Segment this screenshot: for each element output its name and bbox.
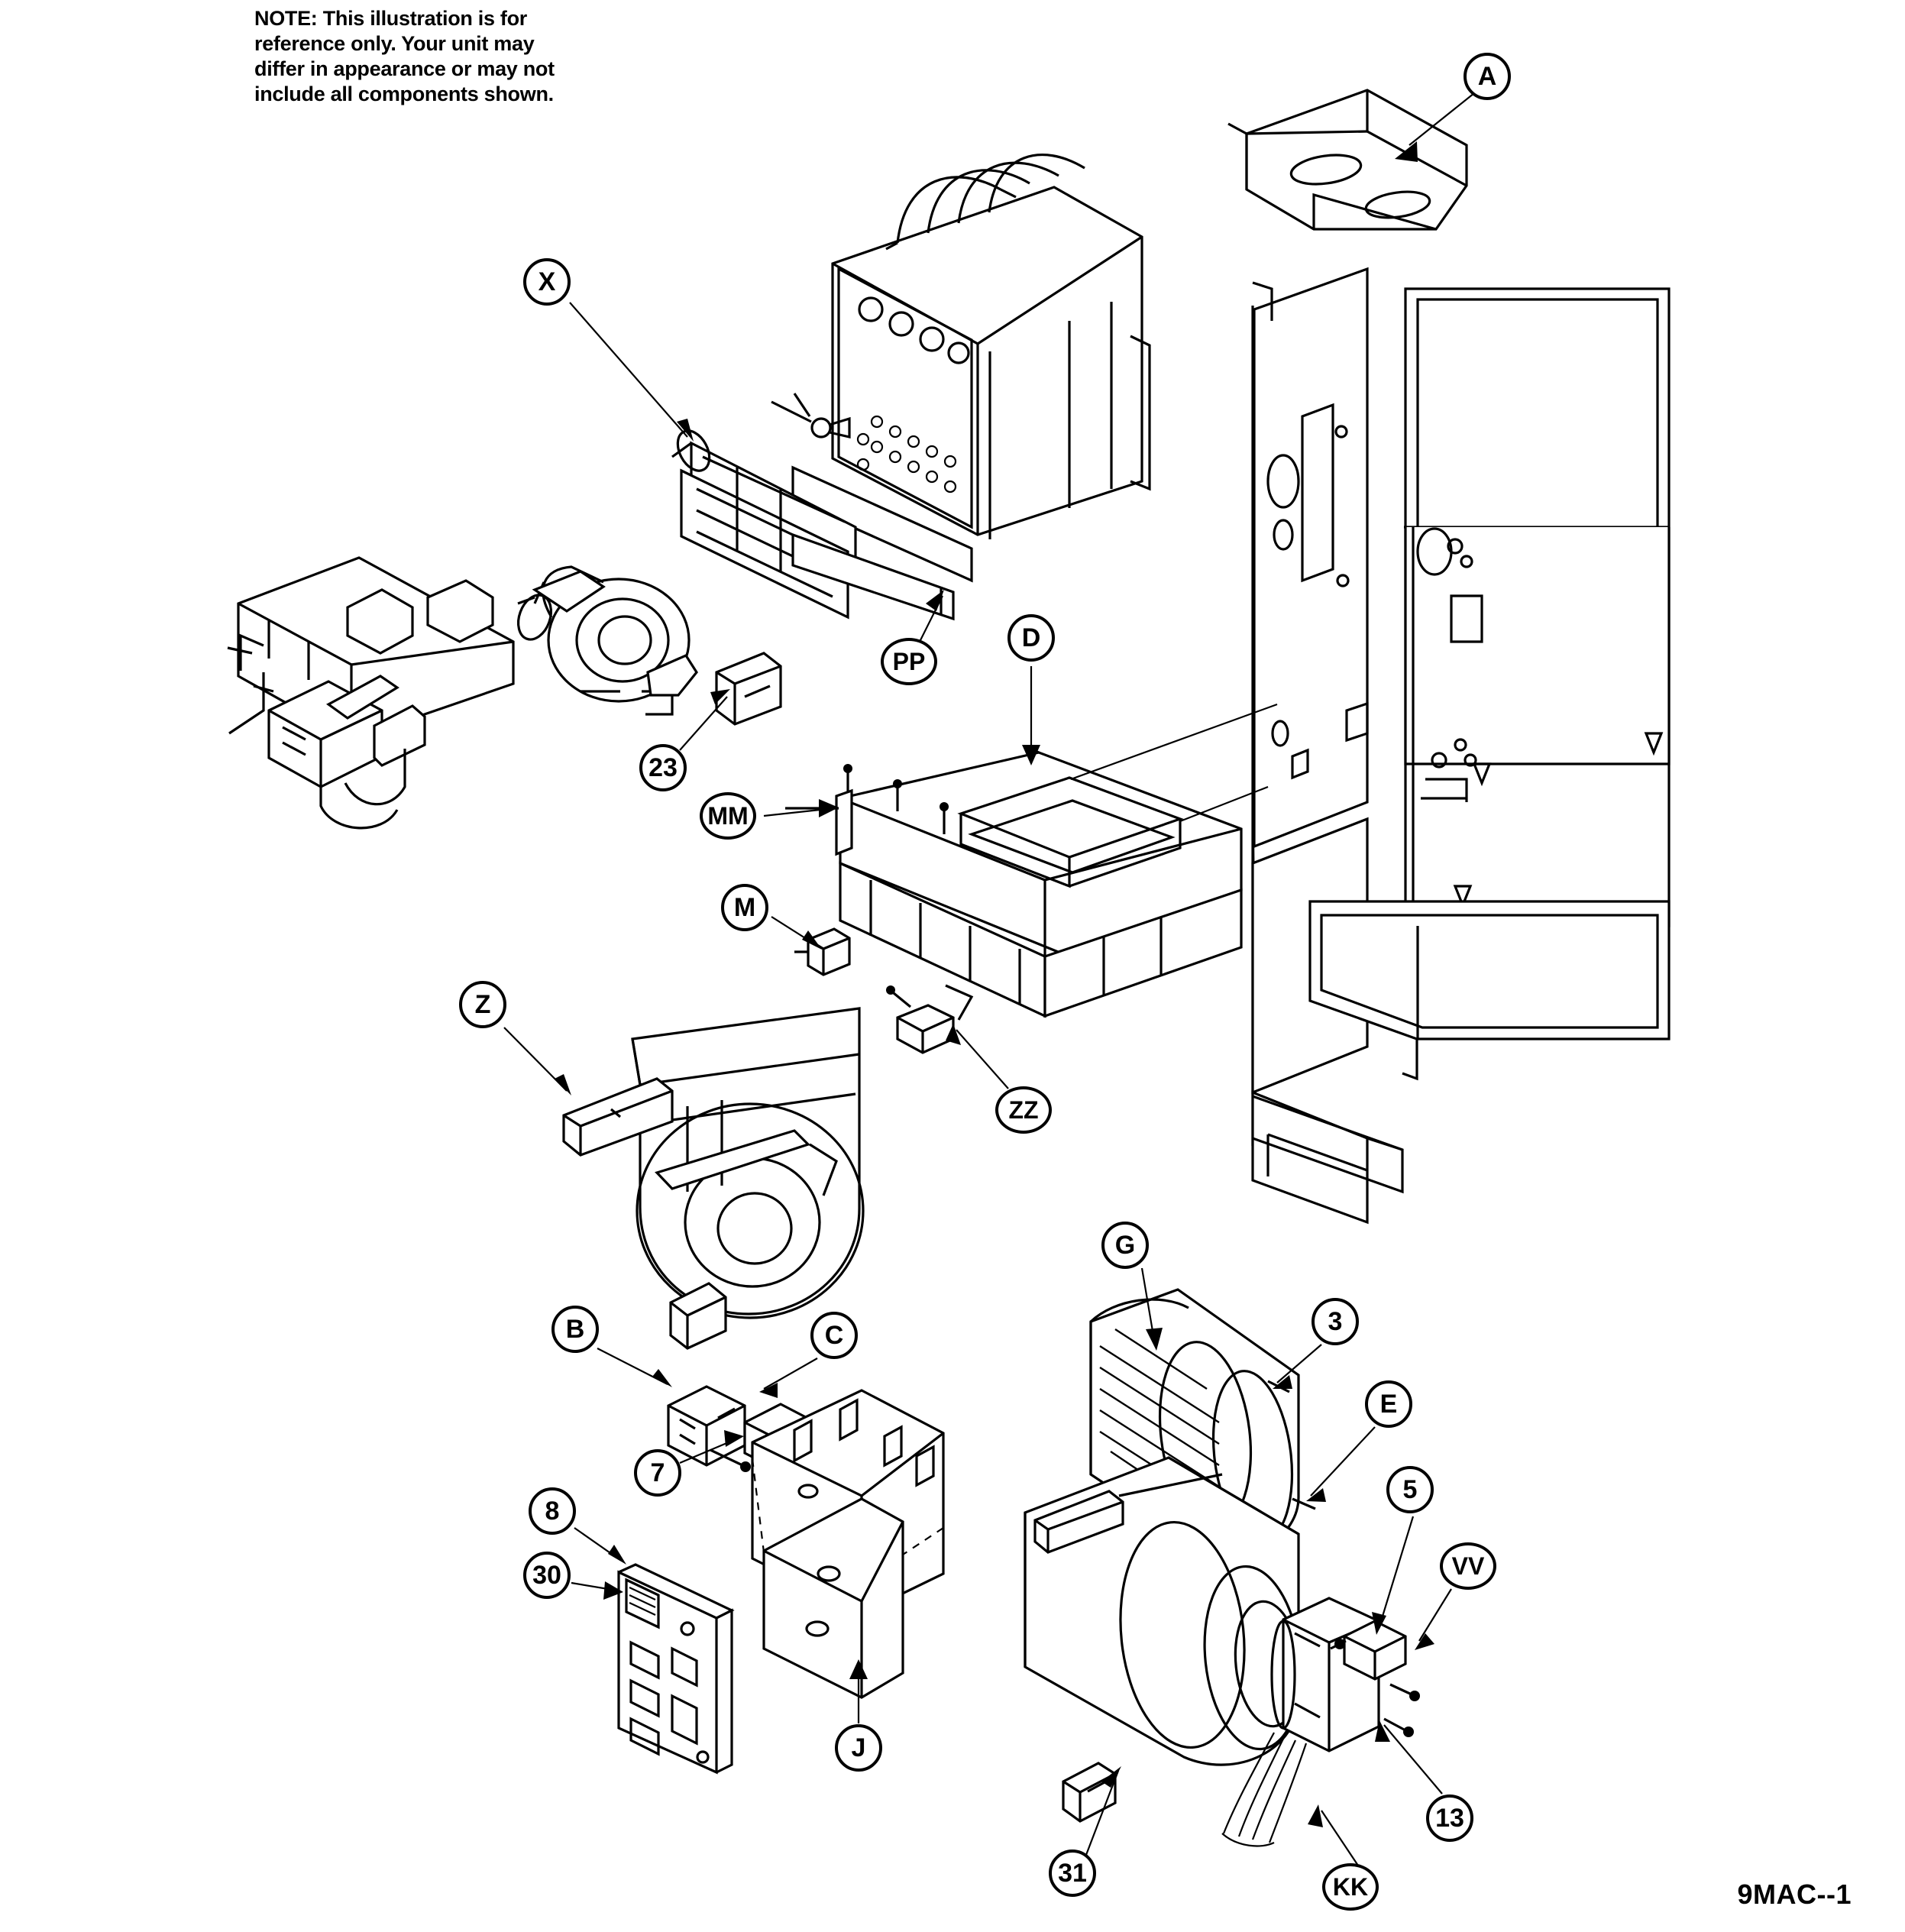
callout-e[interactable]: E — [1365, 1380, 1412, 1428]
callout-13[interactable]: 13 — [1426, 1794, 1473, 1842]
callout-5[interactable]: 5 — [1386, 1466, 1434, 1513]
callout-d[interactable]: D — [1007, 614, 1055, 662]
cabinet-body — [1253, 269, 1669, 1222]
callout-8[interactable]: 8 — [529, 1487, 576, 1535]
callout-23[interactable]: 23 — [639, 744, 687, 791]
control-box-plate — [752, 1390, 943, 1697]
inducer-blower — [513, 567, 697, 714]
callout-3[interactable]: 3 — [1312, 1298, 1359, 1345]
callout-a[interactable]: A — [1464, 53, 1511, 100]
callout-pp[interactable]: PP — [881, 638, 937, 685]
heat-exchanger — [793, 155, 1150, 581]
callout-b[interactable]: B — [551, 1306, 599, 1353]
blower-housing — [564, 1008, 863, 1348]
callout-30[interactable]: 30 — [523, 1552, 571, 1599]
callout-zz[interactable]: ZZ — [995, 1086, 1052, 1134]
callout-mm[interactable]: MM — [700, 792, 756, 840]
cabinet-top-panel — [1228, 90, 1467, 229]
figure-code: 9MAC--1 — [1737, 1879, 1852, 1910]
blower-deck-panel — [840, 704, 1277, 1016]
part-23-bracket — [716, 653, 781, 724]
callout-7[interactable]: 7 — [634, 1449, 681, 1497]
callout-kk[interactable]: KK — [1322, 1863, 1379, 1911]
callout-31[interactable]: 31 — [1049, 1849, 1096, 1897]
transformer-part-b — [668, 1387, 745, 1465]
callout-c[interactable]: C — [810, 1312, 858, 1359]
callout-z[interactable]: Z — [459, 981, 506, 1028]
control-board — [619, 1565, 732, 1772]
callout-j[interactable]: J — [835, 1724, 882, 1772]
callout-m[interactable]: M — [721, 884, 768, 931]
gas-valve-manifold — [228, 558, 513, 828]
callout-vv[interactable]: VV — [1440, 1542, 1496, 1590]
part-mm-rail — [785, 791, 852, 854]
callout-g[interactable]: G — [1101, 1222, 1149, 1269]
callout-x[interactable]: X — [523, 258, 571, 306]
reference-note: NOTE: This illustration is for reference only. Your unit may differ in appearance or may not include all components shown. — [254, 7, 555, 105]
